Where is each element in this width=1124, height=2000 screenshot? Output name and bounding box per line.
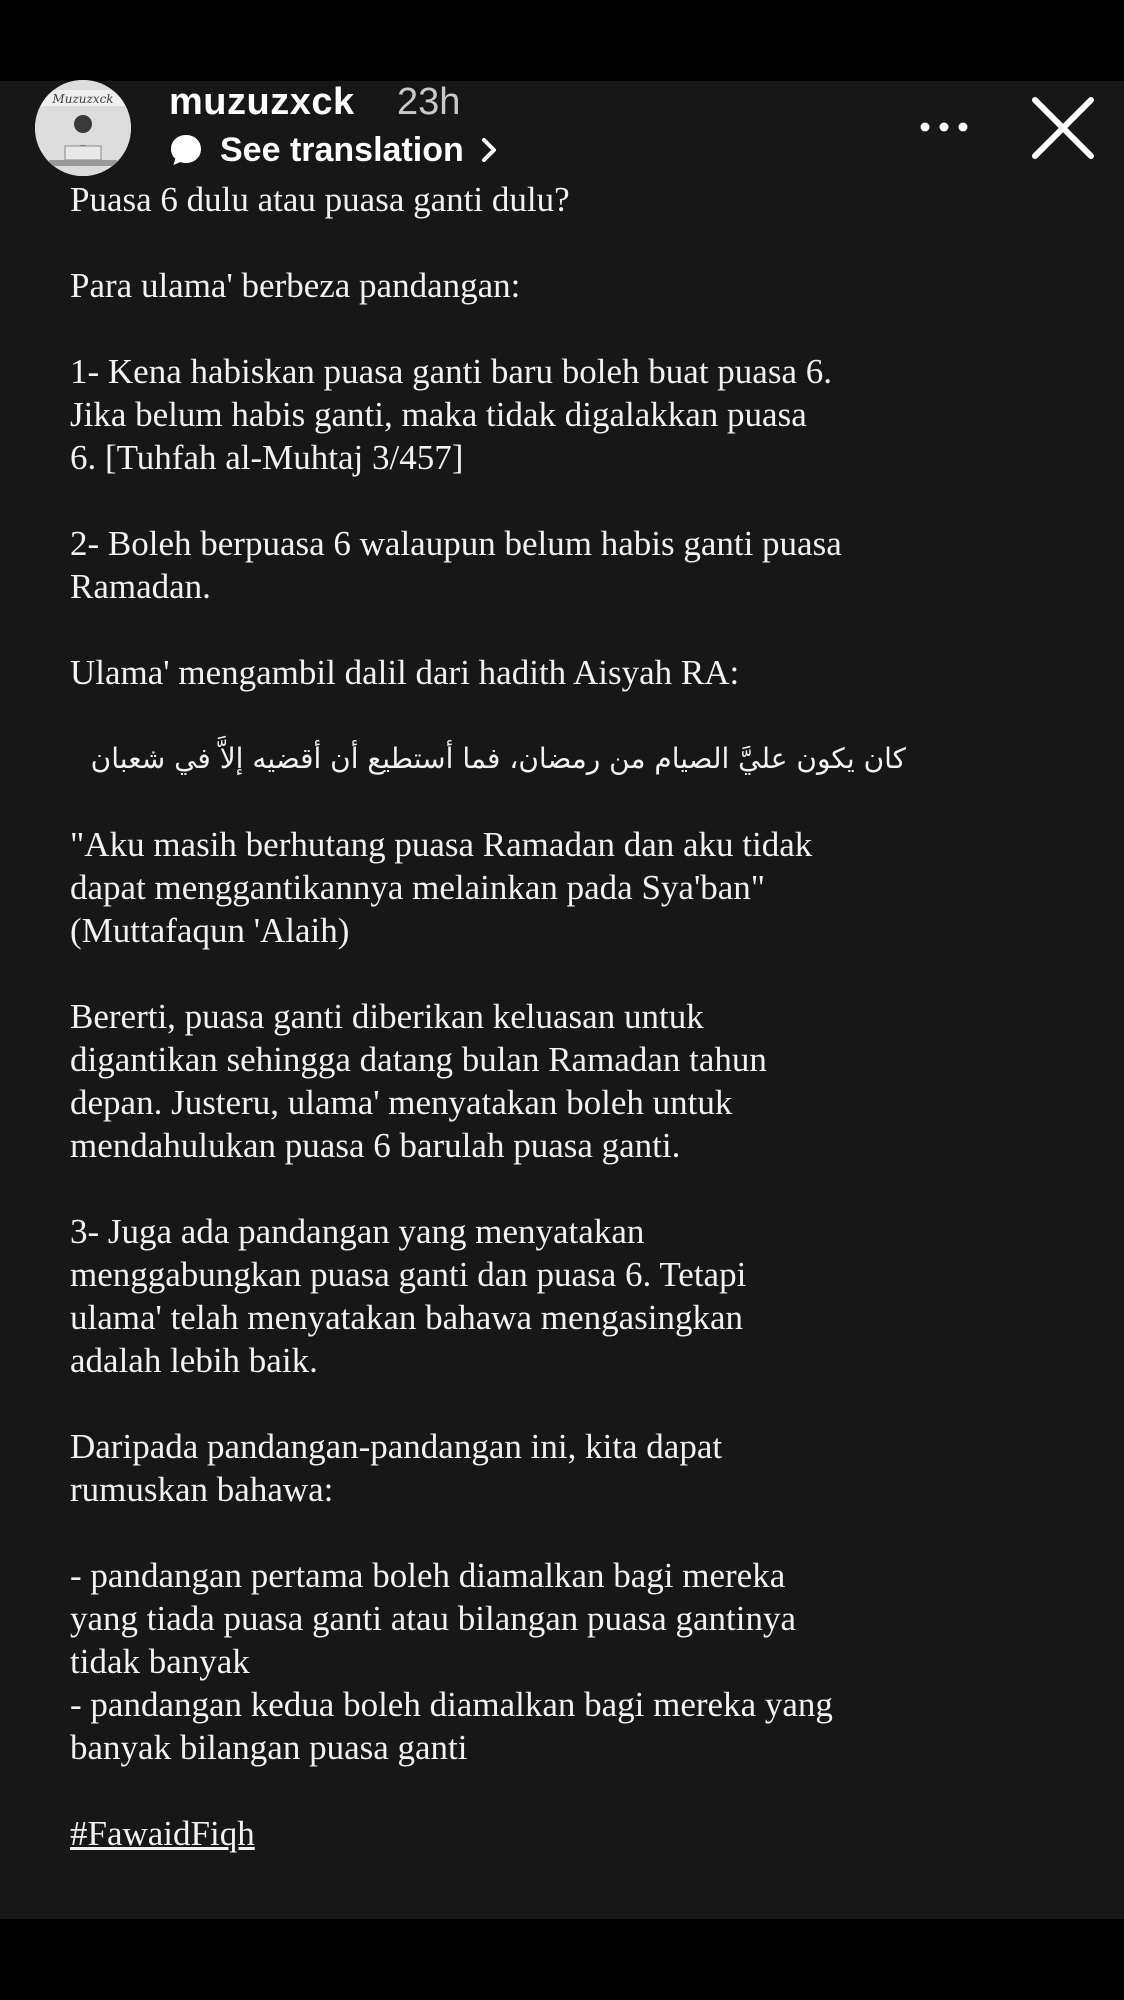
paragraph-view-3: 3- Juga ada pandangan yang menyatakan menggabungkan puasa ganti dan puasa 6. Tetapi ulama' telah menyatakan bahawa mengasingkan adalah lebih baik. (70, 1212, 747, 1380)
paragraph-conclusion-list: - pandangan pertama boleh diamalkan bagi mereka yang tiada puasa ganti atau bilangan puasa gantinya tidak banyak - pandangan kedua boleh diamalkan bagi mereka yang banyak bilangan puasa ganti (70, 1556, 833, 1767)
see-translation-label: See translation (220, 131, 464, 169)
paragraph-explanation: Bererti, puasa ganti diberikan keluasan untuk digantikan sehingga datang bulan Ramadan tahun depan. Justeru, ulama' menyatakan boleh untuk mendahulukan puasa 6 barulah puasa ganti. (70, 997, 767, 1165)
post-caption (70, 178, 970, 1898)
username[interactable]: muzuzxck (169, 81, 355, 123)
post-time: 23h (397, 81, 461, 123)
avatar-image (35, 80, 131, 176)
chevron-right-icon (478, 135, 500, 165)
paragraph-question: Puasa 6 dulu atau puasa ganti dulu? (70, 180, 570, 219)
avatar-text: Muzuzxck (52, 92, 114, 106)
paragraph-view-2: 2- Boleh berpuasa 6 walaupun belum habis ganti puasa Ramadan. (70, 524, 842, 606)
more-horizontal-icon[interactable] (916, 112, 972, 142)
close-icon[interactable] (1030, 95, 1096, 161)
paragraph-hadith-translation: "Aku masih berhutang puasa Ramadan dan aku tidak dapat menggantikannya melainkan pada Sya'ban" (Muttafaqun 'Alaih) (70, 825, 813, 950)
paragraph-dalil-intro: Ulama' mengambil dalil dari hadith Aisyah RA: (70, 653, 740, 692)
paragraph-conclusion-intro: Daripada pandangan-pandangan ini, kita dapat rumuskan bahawa: (70, 1427, 723, 1509)
paragraph-arabic-hadith: كان يكون عليَّ الصيام من رمضان، فما أستطيع أن أقضيه إلاَّ في شعبان (90, 742, 906, 775)
hashtag-link[interactable]: #FawaidFiqh (70, 1814, 255, 1853)
paragraph-view-1: 1- Kena habiskan puasa ganti baru boleh buat puasa 6. Jika belum habis ganti, maka tidak digalakkan puasa 6. [Tuhfah al-Muhtaj 3/457] (70, 352, 832, 477)
speech-bubble-icon (169, 133, 203, 167)
paragraph-intro: Para ulama' berbeza pandangan: (70, 266, 521, 305)
see-translation-button[interactable] (169, 127, 500, 173)
avatar[interactable] (35, 80, 131, 176)
